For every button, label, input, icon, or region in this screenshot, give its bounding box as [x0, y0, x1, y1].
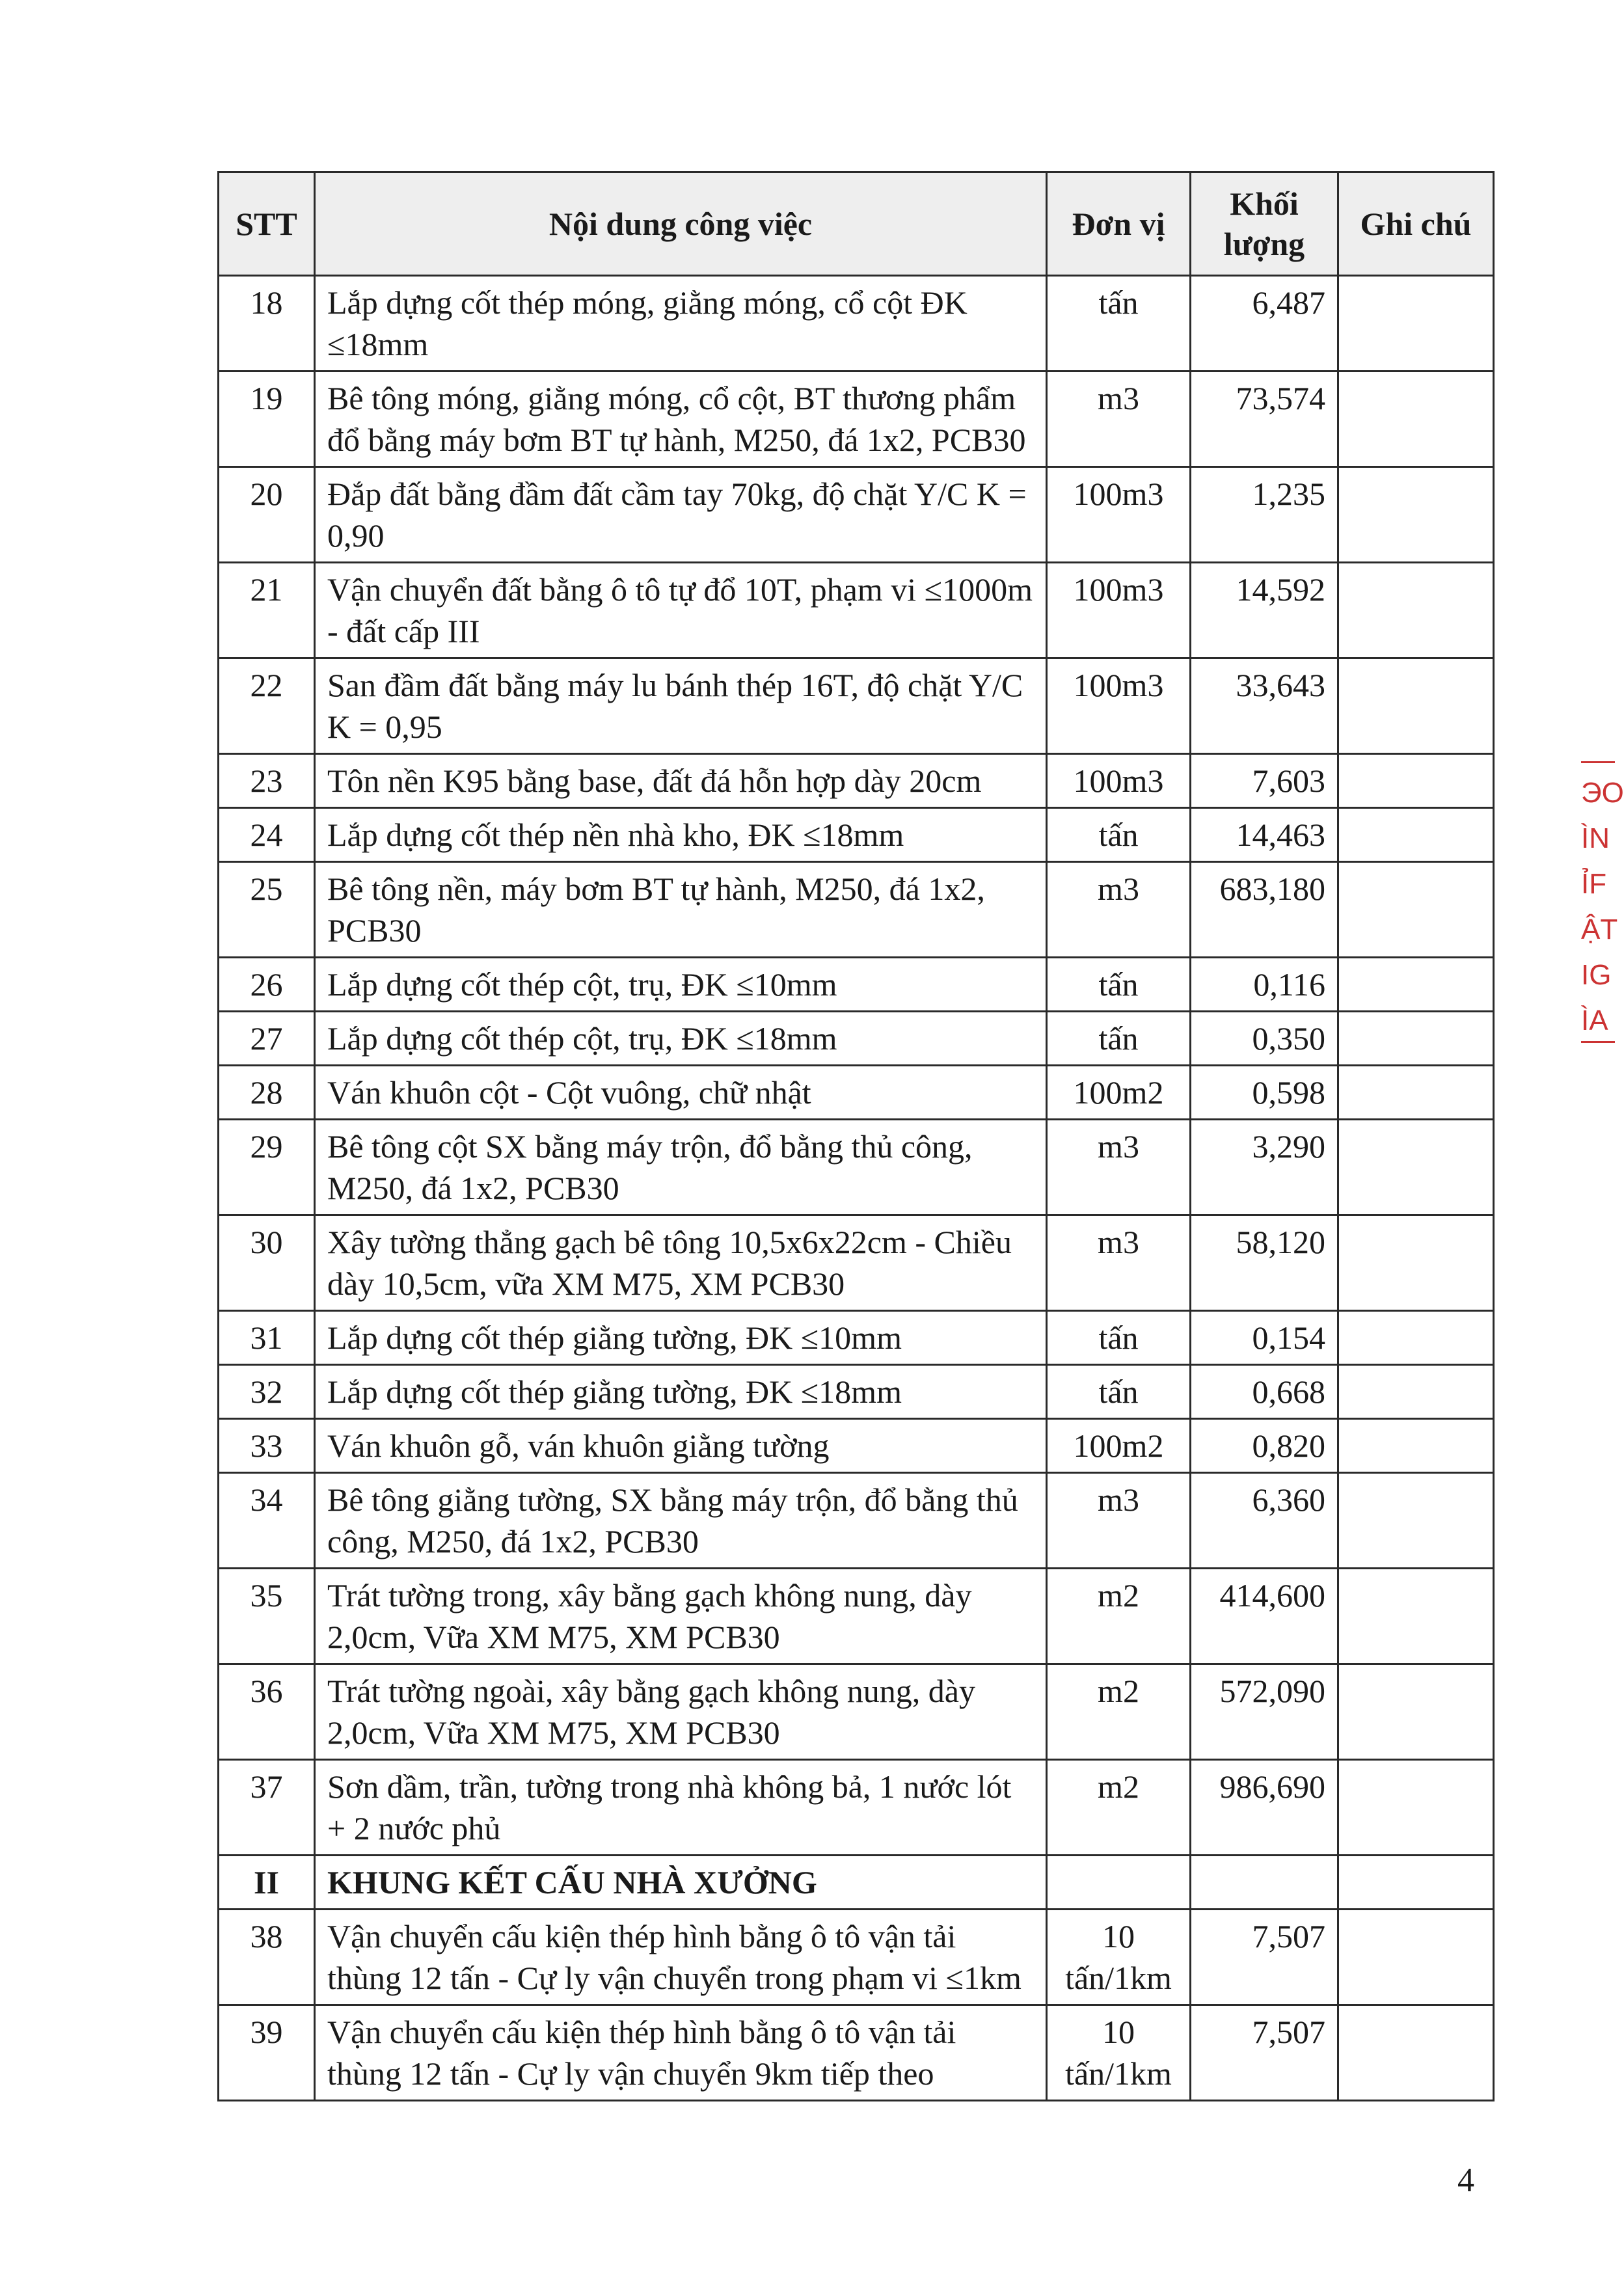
cell-unit: tấn: [1047, 1012, 1191, 1066]
cell-content: Sơn dầm, trần, tường trong nhà không bả, 1 nước lót + 2 nước phủ: [315, 1760, 1047, 1856]
table-body: [219, 276, 1494, 2101]
cell-unit: tấn: [1047, 808, 1191, 862]
cell-content: Lắp dựng cốt thép giằng tường, ĐK ≤10mm: [315, 1311, 1047, 1365]
cell-quantity: 7,507: [1191, 1910, 1338, 2005]
cell-quantity: 3,290: [1191, 1120, 1338, 1215]
cell-quantity: 58,120: [1191, 1215, 1338, 1311]
cell-quantity: [1191, 1856, 1338, 1910]
cell-unit: 100m3: [1047, 467, 1191, 563]
cell-unit: m3: [1047, 1120, 1191, 1215]
header-unit: Đơn vị: [1047, 172, 1191, 276]
cell-note: [1338, 958, 1494, 1012]
cell-note: [1338, 808, 1494, 862]
cell-quantity: 14,463: [1191, 808, 1338, 862]
cell-content: Vận chuyển cấu kiện thép hình bằng ô tô vận tải thùng 12 tấn - Cự ly vận chuyển trong phạm vi ≤1km: [315, 1910, 1047, 2005]
cell-unit: 100m2: [1047, 1419, 1191, 1473]
cell-unit: 10 tấn/1km: [1047, 2005, 1191, 2101]
header-note: Ghi chú: [1338, 172, 1494, 276]
cell-quantity: 414,600: [1191, 1569, 1338, 1664]
cell-stt: 35: [219, 1569, 315, 1664]
table-row: [219, 754, 1494, 808]
cell-stt: 39: [219, 2005, 315, 2101]
cell-note: [1338, 1365, 1494, 1419]
header-content: Nội dung công việc: [315, 172, 1047, 276]
cell-stt: 29: [219, 1120, 315, 1215]
cell-note: [1338, 1311, 1494, 1365]
cell-stt: 18: [219, 276, 315, 371]
cell-content: Lắp dựng cốt thép giằng tường, ĐK ≤18mm: [315, 1365, 1047, 1419]
cell-unit: 100m2: [1047, 1066, 1191, 1120]
cell-unit: [1047, 1856, 1191, 1910]
cell-content: Bê tông cột SX bằng máy trộn, đổ bằng thủ công, M250, đá 1x2, PCB30: [315, 1120, 1047, 1215]
cell-quantity: 6,360: [1191, 1473, 1338, 1569]
cell-stt: 22: [219, 658, 315, 754]
stamp-glyph: ỈF: [1581, 868, 1607, 900]
stamp-fragment: [1581, 755, 1624, 1054]
cell-stt: 38: [219, 1910, 315, 2005]
cell-note: [1338, 1569, 1494, 1664]
table-row: [219, 276, 1494, 371]
cell-content: San đầm đất bằng máy lu bánh thép 16T, độ chặt Y/C K = 0,95: [315, 658, 1047, 754]
cell-content: KHUNG KẾT CẤU NHÀ XƯỞNG: [315, 1856, 1047, 1910]
cell-unit: tấn: [1047, 958, 1191, 1012]
cell-unit: tấn: [1047, 1311, 1191, 1365]
table-row: [219, 1473, 1494, 1569]
cell-note: [1338, 563, 1494, 658]
cell-unit: tấn: [1047, 276, 1191, 371]
cell-content: Bê tông móng, giằng móng, cổ cột, BT thương phẩm đổ bằng máy bơm BT tự hành, M250, đá 1x2, PCB30: [315, 371, 1047, 467]
table-row: [219, 1311, 1494, 1365]
cell-unit: 100m3: [1047, 563, 1191, 658]
cell-unit: m2: [1047, 1760, 1191, 1856]
table-row: [219, 2005, 1494, 2101]
cell-quantity: 1,235: [1191, 467, 1338, 563]
table-row: [219, 862, 1494, 958]
cell-unit: tấn: [1047, 1365, 1191, 1419]
cell-note: [1338, 371, 1494, 467]
cell-unit: m3: [1047, 862, 1191, 958]
cell-quantity: 0,668: [1191, 1365, 1338, 1419]
cell-unit: m3: [1047, 371, 1191, 467]
page-number: 4: [1457, 2162, 1474, 2199]
cell-content: Đắp đất bằng đầm đất cầm tay 70kg, độ chặt Y/C K = 0,90: [315, 467, 1047, 563]
cell-quantity: 7,507: [1191, 2005, 1338, 2101]
table-row: [219, 1910, 1494, 2005]
cell-stt: 30: [219, 1215, 315, 1311]
cell-note: [1338, 467, 1494, 563]
cell-content: Trát tường ngoài, xây bằng gạch không nung, dày 2,0cm, Vữa XM M75, XM PCB30: [315, 1664, 1047, 1760]
cell-quantity: 7,603: [1191, 754, 1338, 808]
table-row: [219, 1569, 1494, 1664]
table-row: [219, 1664, 1494, 1760]
cell-quantity: 572,090: [1191, 1664, 1338, 1760]
table-row: [219, 658, 1494, 754]
stamp-glyph: IG: [1581, 959, 1612, 991]
cell-quantity: 0,154: [1191, 1311, 1338, 1365]
cell-content: Vận chuyển cấu kiện thép hình bằng ô tô vận tải thùng 12 tấn - Cự ly vận chuyển 9km tiếp theo: [315, 2005, 1047, 2101]
cell-note: [1338, 1215, 1494, 1311]
cell-unit: 10 tấn/1km: [1047, 1910, 1191, 2005]
section-row: [219, 1856, 1494, 1910]
cell-unit: 100m3: [1047, 658, 1191, 754]
cell-content: Trát tường trong, xây bằng gạch không nung, dày 2,0cm, Vữa XM M75, XM PCB30: [315, 1569, 1047, 1664]
cell-note: [1338, 1120, 1494, 1215]
table-header-row: [219, 172, 1494, 276]
cell-note: [1338, 1066, 1494, 1120]
cell-stt: 34: [219, 1473, 315, 1569]
cell-note: [1338, 1419, 1494, 1473]
cell-content: Lắp dựng cốt thép cột, trụ, ĐK ≤18mm: [315, 1012, 1047, 1066]
cell-stt: 37: [219, 1760, 315, 1856]
cell-quantity: 6,487: [1191, 276, 1338, 371]
cell-content: Ván khuôn cột - Cột vuông, chữ nhật: [315, 1066, 1047, 1120]
cell-content: Bê tông nền, máy bơm BT tự hành, M250, đá 1x2, PCB30: [315, 862, 1047, 958]
cell-unit: 100m3: [1047, 754, 1191, 808]
cell-note: [1338, 1012, 1494, 1066]
cell-stt: 32: [219, 1365, 315, 1419]
table-row: [219, 808, 1494, 862]
table-row: [219, 1760, 1494, 1856]
cell-quantity: 14,592: [1191, 563, 1338, 658]
cell-content: Vận chuyển đất bằng ô tô tự đổ 10T, phạm vi ≤1000m - đất cấp III: [315, 563, 1047, 658]
cell-note: [1338, 754, 1494, 808]
cell-unit: m3: [1047, 1473, 1191, 1569]
cell-stt: 31: [219, 1311, 315, 1365]
cell-note: [1338, 2005, 1494, 2101]
cell-quantity: 0,350: [1191, 1012, 1338, 1066]
cell-stt: II: [219, 1856, 315, 1910]
stamp-glyph: ẬT: [1581, 913, 1618, 945]
cell-stt: 23: [219, 754, 315, 808]
cell-stt: 25: [219, 862, 315, 958]
cell-stt: 20: [219, 467, 315, 563]
table-row: [219, 371, 1494, 467]
table-row: [219, 958, 1494, 1012]
cell-unit: m3: [1047, 1215, 1191, 1311]
cell-stt: 33: [219, 1419, 315, 1473]
cell-note: [1338, 1910, 1494, 2005]
table-row: [219, 1365, 1494, 1419]
table-row: [219, 1012, 1494, 1066]
cell-quantity: 986,690: [1191, 1760, 1338, 1856]
cell-quantity: 33,643: [1191, 658, 1338, 754]
cell-unit: m2: [1047, 1569, 1191, 1664]
table-row: [219, 1066, 1494, 1120]
cell-content: Lắp dựng cốt thép nền nhà kho, ĐK ≤18mm: [315, 808, 1047, 862]
cell-quantity: 0,820: [1191, 1419, 1338, 1473]
cell-stt: 27: [219, 1012, 315, 1066]
cell-content: Ván khuôn gỗ, ván khuôn giằng tường: [315, 1419, 1047, 1473]
cell-quantity: 0,598: [1191, 1066, 1338, 1120]
cell-note: [1338, 1760, 1494, 1856]
header-quantity: Khối lượng: [1191, 172, 1338, 276]
cell-unit: m2: [1047, 1664, 1191, 1760]
cell-quantity: 0,116: [1191, 958, 1338, 1012]
cell-stt: 26: [219, 958, 315, 1012]
cell-quantity: 683,180: [1191, 862, 1338, 958]
stamp-glyph: ЭО: [1581, 777, 1624, 809]
cell-quantity: 73,574: [1191, 371, 1338, 467]
cell-content: Lắp dựng cốt thép cột, trụ, ĐK ≤10mm: [315, 958, 1047, 1012]
cell-note: [1338, 1664, 1494, 1760]
cell-content: Bê tông giằng tường, SX bằng máy trộn, đổ bằng thủ công, M250, đá 1x2, PCB30: [315, 1473, 1047, 1569]
cell-stt: 28: [219, 1066, 315, 1120]
header-stt: STT: [219, 172, 315, 276]
cell-note: [1338, 658, 1494, 754]
table-row: [219, 467, 1494, 563]
cell-content: Tôn nền K95 bằng base, đất đá hỗn hợp dày 20cm: [315, 754, 1047, 808]
cell-note: [1338, 1473, 1494, 1569]
cell-content: Xây tường thẳng gạch bê tông 10,5x6x22cm - Chiều dày 10,5cm, vữa XM M75, XM PCB30: [315, 1215, 1047, 1311]
cell-note: [1338, 1856, 1494, 1910]
cell-stt: 36: [219, 1664, 315, 1760]
table-row: [219, 563, 1494, 658]
stamp-glyph: ÌA: [1581, 1005, 1608, 1036]
cell-note: [1338, 862, 1494, 958]
table-row: [219, 1419, 1494, 1473]
table-row: [219, 1215, 1494, 1311]
work-items-table: [217, 171, 1495, 2101]
cell-note: [1338, 276, 1494, 371]
cell-stt: 19: [219, 371, 315, 467]
cell-stt: 21: [219, 563, 315, 658]
table-row: [219, 1120, 1494, 1215]
stamp-glyph: ÌN: [1581, 822, 1610, 854]
cell-stt: 24: [219, 808, 315, 862]
cell-content: Lắp dựng cốt thép móng, giằng móng, cổ cột ĐK ≤18mm: [315, 276, 1047, 371]
